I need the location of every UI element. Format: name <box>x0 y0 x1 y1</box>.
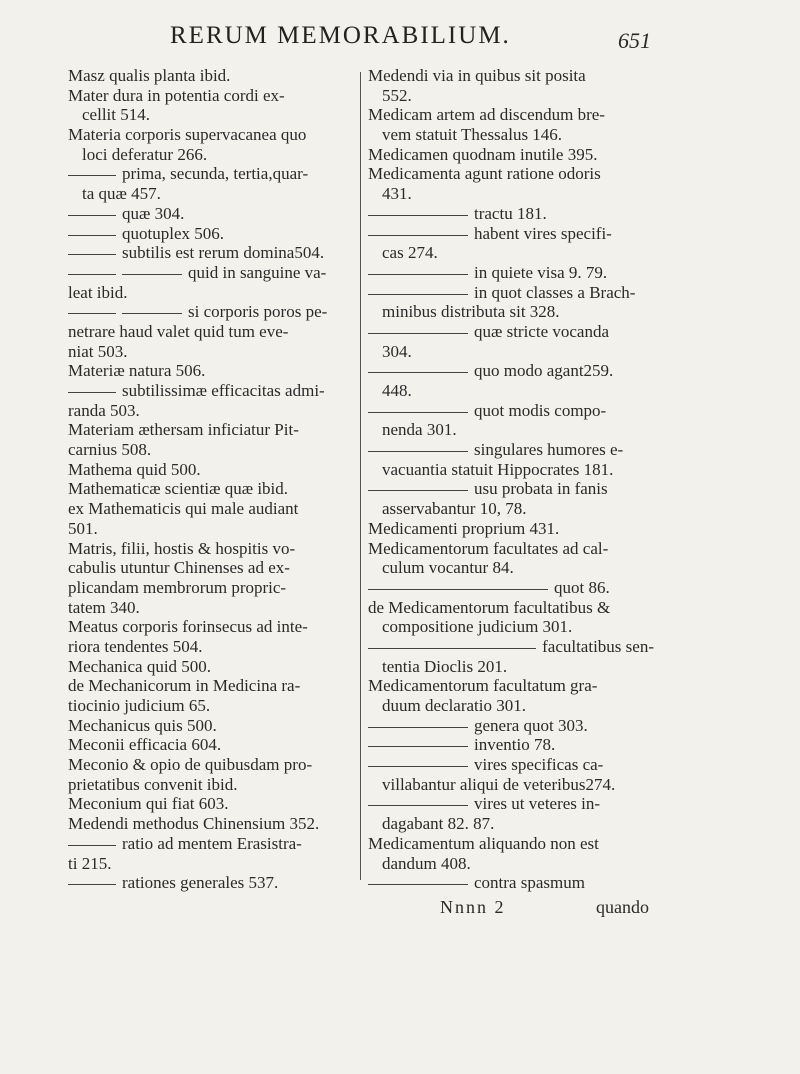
index-entry <box>368 283 654 303</box>
index-entry-text: Materia corporis supervacanea quo <box>68 125 307 145</box>
dash-rule <box>68 873 116 885</box>
index-entry <box>68 342 356 362</box>
index-entry <box>68 381 356 401</box>
index-entry <box>368 105 654 125</box>
index-entry <box>68 519 356 539</box>
dash-rule <box>368 716 468 728</box>
index-entry <box>68 479 356 499</box>
index-entry-text: cas 274. <box>382 243 438 263</box>
index-entry-text: cabulis utuntur Chinenses ad ex- <box>68 558 290 578</box>
index-entry-text: Meconii efficacia 604. <box>68 735 222 755</box>
index-entry <box>368 873 654 893</box>
index-entry-text: minibus distributa sit 328. <box>382 302 560 322</box>
index-entry <box>368 66 654 86</box>
dash-rule <box>368 263 468 275</box>
index-entry <box>368 460 654 480</box>
index-entry-text: quot 86. <box>554 577 610 597</box>
index-entry <box>368 794 654 814</box>
index-entry <box>368 243 654 263</box>
index-entry-text: vem statuit Thessalus 146. <box>382 125 563 145</box>
index-entry <box>68 66 356 86</box>
index-entry <box>68 696 356 716</box>
index-entry-text: cellit 514. <box>82 105 150 125</box>
index-entry <box>68 125 356 145</box>
index-entry <box>68 558 356 578</box>
index-entry-text: culum vocantur 84. <box>382 558 514 578</box>
index-entry <box>368 263 654 283</box>
index-entry <box>68 617 356 637</box>
page-footer <box>0 897 800 927</box>
index-entry-text: contra spasmum <box>474 873 585 893</box>
index-entry-text: inventio 78. <box>474 735 556 755</box>
index-entry-text: tiocinio judicium 65. <box>68 696 211 715</box>
index-entry <box>368 125 654 145</box>
index-entry-text: Meconio & opio de quibusdam pro- <box>68 755 313 775</box>
index-entry <box>68 283 356 303</box>
index-entry <box>68 578 356 598</box>
index-entry <box>68 735 356 755</box>
dash-rule <box>68 164 116 176</box>
index-entry-text: Masz qualis planta ibid. <box>68 66 231 85</box>
index-entry <box>368 578 654 598</box>
index-entry <box>68 794 356 814</box>
dash-rule <box>368 224 468 236</box>
index-entry <box>368 558 654 578</box>
index-entry <box>368 86 654 106</box>
dash-rule <box>368 578 548 590</box>
index-entry <box>68 775 356 795</box>
index-entry-text: tatem 340. <box>68 597 140 617</box>
catchword: quando <box>596 897 649 917</box>
index-entry <box>368 401 654 421</box>
index-entry <box>68 420 356 440</box>
index-entry-text: in quiete visa 9. 79. <box>474 262 608 282</box>
index-entry-text: 552. <box>382 85 412 105</box>
index-entry <box>368 617 654 637</box>
index-entry <box>368 657 654 677</box>
index-entry-text: subtilissimæ efficacitas admi- <box>122 381 325 400</box>
index-entry-text: plicandam membrorum propric- <box>68 577 287 597</box>
dash-rule <box>368 361 468 373</box>
index-entry <box>368 381 654 401</box>
index-entry <box>368 775 654 795</box>
index-entry-text: Medicamenta agunt ratione odoris <box>368 164 601 184</box>
index-entry <box>68 539 356 559</box>
index-entry <box>68 361 356 381</box>
index-entry-text: tentia Dioclis 201. <box>382 656 508 676</box>
index-entry <box>368 676 654 696</box>
index-entry-text: asservabantur 10, 78. <box>382 499 527 519</box>
index-entry-text: 448. <box>382 381 412 400</box>
index-entry <box>368 854 654 874</box>
index-entry-text: Medicamenti proprium 431. <box>368 518 560 538</box>
index-entry <box>68 440 356 460</box>
index-entry-text: tractu 181. <box>474 203 547 223</box>
index-entry <box>68 224 356 244</box>
index-entry <box>68 716 356 736</box>
dash-rule <box>68 834 116 846</box>
index-entry-text: ta quæ 457. <box>82 184 161 204</box>
index-entry <box>368 519 654 539</box>
index-entry-text: niat 503. <box>68 341 128 361</box>
dash-rule <box>68 243 116 255</box>
dash-rule <box>368 873 468 885</box>
index-entry-text: riora tendentes 504. <box>68 636 203 656</box>
index-entry <box>368 814 654 834</box>
index-entry <box>68 204 356 224</box>
index-entry <box>68 834 356 854</box>
index-entry-text: vires ut veteres in- <box>474 794 601 814</box>
index-entry-text: ti 215. <box>68 853 112 873</box>
index-entry-text: Medicamentorum facultates ad cal- <box>368 538 609 558</box>
index-entry-text: dagabant 82. 87. <box>382 814 495 834</box>
page-header <box>0 22 800 62</box>
index-entry-text: villabantur aliqui de veteribus274. <box>382 774 616 794</box>
running-title: RERUM MEMORABILIUM. <box>170 22 511 49</box>
index-entry <box>68 184 356 204</box>
dash-rule <box>368 440 468 452</box>
index-entry-text: dandum 408. <box>382 853 471 873</box>
index-column-left <box>68 66 356 893</box>
index-entry <box>368 420 654 440</box>
index-entry-text: randa 503. <box>68 400 140 420</box>
index-entry <box>68 322 356 342</box>
index-entry <box>68 755 356 775</box>
index-entry <box>368 204 654 224</box>
index-entry <box>68 401 356 421</box>
index-entry <box>68 145 356 165</box>
index-entry-text: loci deferatur 266. <box>82 144 208 164</box>
dash-rule <box>368 283 468 295</box>
index-entry <box>368 696 654 716</box>
dash-rule <box>368 637 536 649</box>
index-entry <box>368 539 654 559</box>
index-entry-text: nenda 301. <box>382 420 457 440</box>
index-entry-text: compositione judicium 301. <box>382 617 573 637</box>
index-entry-text: carnius 508. <box>68 440 152 460</box>
index-entry-text: Medendi methodus Chinensium 352. <box>68 814 320 834</box>
index-entry-text: vacuantia statuit Hippocrates 181. <box>382 459 614 479</box>
index-entry-text: rationes generales 537. <box>122 873 279 893</box>
dash-rule <box>368 735 468 747</box>
index-entry-text: facultatibus sen- <box>542 636 654 656</box>
index-entry-text: Meatus corporis forinsecus ad inte- <box>68 617 308 637</box>
index-entry <box>68 873 356 893</box>
index-entry <box>68 676 356 696</box>
index-entry-text: singulares humores e- <box>474 440 624 460</box>
index-entry-text: quot modis compo- <box>474 400 607 420</box>
index-entry-text: vires specificas ca- <box>474 755 604 775</box>
index-entry-text: Materiam æthersam inficiatur Pit- <box>68 420 299 440</box>
index-entry-text: de Medicamentorum facultatibus & <box>368 597 611 617</box>
index-entry <box>368 342 654 362</box>
index-entry-text: Mathematicæ scientiæ quæ ibid. <box>68 479 289 499</box>
index-entry-text: habent vires specifi- <box>474 223 612 243</box>
index-entry-text: quid in sanguine va- <box>188 262 327 282</box>
index-entry-text: Mechanicus quis 500. <box>68 715 217 735</box>
index-entry-text: genera quot 303. <box>474 715 588 735</box>
index-entry-text: 304. <box>382 341 412 361</box>
index-entry <box>368 834 654 854</box>
index-entry-text: quæ 304. <box>122 203 185 223</box>
index-entry <box>68 637 356 657</box>
index-entry <box>368 716 654 736</box>
index-entry <box>368 735 654 755</box>
index-entry <box>368 361 654 381</box>
index-entry-text: Mechanica quid 500. <box>68 656 212 676</box>
signature-mark: Nnnn 2 <box>440 897 506 917</box>
dash-rule <box>368 204 468 216</box>
index-entry <box>68 854 356 874</box>
index-entry <box>68 499 356 519</box>
index-entry-text: quo modo agant259. <box>474 361 614 381</box>
index-entry <box>68 814 356 834</box>
index-entry <box>68 243 356 263</box>
index-entry <box>68 263 356 283</box>
dash-rule <box>68 224 116 236</box>
index-entry <box>68 657 356 677</box>
index-entry <box>368 145 654 165</box>
index-entry <box>368 224 654 244</box>
index-entry-text: quæ stricte vocanda <box>474 321 610 341</box>
index-entry <box>368 499 654 519</box>
dash-rule <box>68 204 116 216</box>
index-column-right <box>368 66 654 893</box>
index-entry-text: Medicamentorum facultatum gra- <box>368 676 598 696</box>
index-entry-text: netrare haud valet quid tum eve- <box>68 321 289 341</box>
index-entry <box>68 598 356 618</box>
index-entry-text: leat ibid. <box>68 282 128 302</box>
index-entry-text: subtilis est rerum domina504. <box>122 243 325 263</box>
index-entry-text: Meconium qui fiat 603. <box>68 794 229 814</box>
index-entry-text: 431. <box>382 184 412 204</box>
index-entry-text: Medendi via in quibus sit posita <box>368 66 586 85</box>
index-entry-text: Materiæ natura 506. <box>68 361 206 381</box>
index-entry-text: si corporis poros pe- <box>188 302 328 322</box>
dash-rule <box>368 755 468 767</box>
index-entry <box>368 598 654 618</box>
index-entry-text: prima, secunda, tertia,quar- <box>122 164 309 184</box>
dash-rule <box>368 794 468 806</box>
index-entry <box>368 637 654 657</box>
index-entry-text: ratio ad mentem Erasistra- <box>122 833 302 853</box>
index-entry <box>368 479 654 499</box>
index-entry-text: Medicamen quodnam inutile 395. <box>368 144 598 164</box>
index-entry-text: usu probata in fanis <box>474 479 608 499</box>
index-entry <box>368 322 654 342</box>
index-entry-text: quotuplex 506. <box>122 223 224 243</box>
index-entry-text: Mater dura in potentia cordi ex- <box>68 85 285 105</box>
dash-rule <box>368 322 468 334</box>
index-entry-text: Medicamentum aliquando non est <box>368 833 599 853</box>
dash-rule <box>368 479 468 491</box>
index-entry <box>68 302 356 322</box>
column-divider <box>360 72 361 880</box>
index-entry <box>368 302 654 322</box>
dash-rule <box>68 302 116 314</box>
index-entry-text: prietatibus convenit ibid. <box>68 774 238 794</box>
index-entry-text: Matris, filii, hostis & hospitis vo- <box>68 538 296 558</box>
index-entry <box>68 105 356 125</box>
index-entry <box>68 86 356 106</box>
dash-rule <box>122 263 182 275</box>
index-entry-text: Mathema quid 500. <box>68 459 201 479</box>
page-number: 651 <box>618 28 651 53</box>
index-entry-text: 501. <box>68 518 98 538</box>
dash-rule <box>122 302 182 314</box>
index-entry <box>368 184 654 204</box>
index-entry-text: ex Mathematicis qui male audiant <box>68 499 299 519</box>
index-entry-text: Medicam artem ad discendum bre- <box>368 105 605 125</box>
dash-rule <box>68 263 116 275</box>
index-entry <box>368 440 654 460</box>
index-entry <box>68 164 356 184</box>
index-entry-text: de Mechanicorum in Medicina ra- <box>68 676 301 696</box>
dash-rule <box>368 401 468 413</box>
index-entry <box>368 164 654 184</box>
index-entry <box>68 460 356 480</box>
index-entry-text: duum declaratio 301. <box>382 696 526 715</box>
index-entry-text: in quot classes a Brach- <box>474 282 636 302</box>
dash-rule <box>68 381 116 393</box>
index-entry <box>368 755 654 775</box>
